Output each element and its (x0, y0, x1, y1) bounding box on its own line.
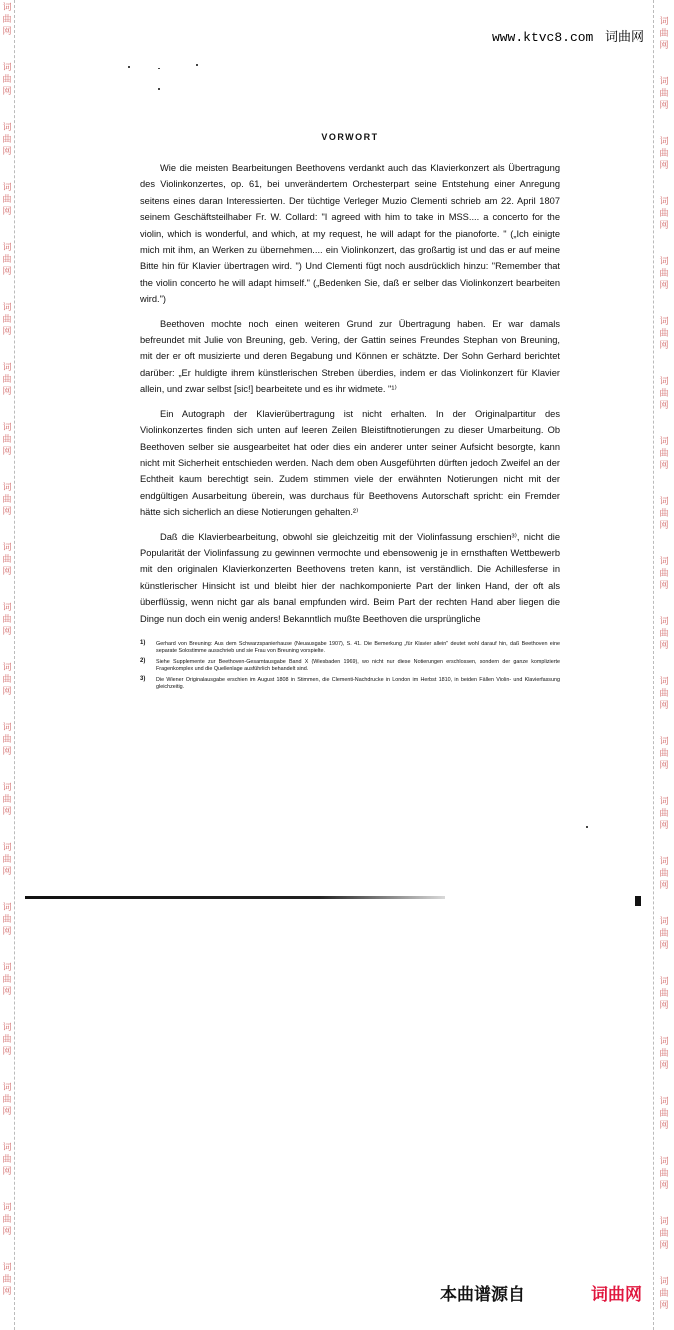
watermark-group (2, 1020, 11, 1080)
watermark-group (659, 480, 668, 540)
watermark-char: 词 (659, 977, 669, 987)
paragraph-1: Wie die meisten Bearbeitungen Beethovens verdankt auch das Klavierkonzert als Übertragung des Violinkonzertes, op. 61, bei unverändertem Orchesterpart seine Entstehung einer Anregung seitens eines daran Interessierten. Der tüchtige Verleger Muzio Clementi schrieb am 22. April 1807 seinem Geschäftsteilhaber Fr. W. Collard: "I agreed with him to take in MSS.... a concerto for the violin, which is wonderful, and which, at my request, he will adapt for the pianoforte. " („Ich einigte mich mit ihm, an Werken zu übernehmen.... ein Violinkonzert, das großartig ist und das er auf meine Bitte hin für Klavier übertragen wird. ") Und Clementi fügt noch ausdrücklich hinzu: "Remember that the violin concerto he will adapt himself." („Bedenken Sie, daß er selber das Violinkonzert bearbeiten wird.") (140, 163, 560, 305)
watermark-char: 网 (659, 761, 669, 771)
watermark-char: 网 (2, 507, 12, 517)
watermark-char: 词 (659, 1217, 669, 1227)
watermark-char: 网 (2, 27, 12, 37)
watermark-group (659, 660, 668, 720)
watermark-char: 曲 (659, 389, 669, 399)
footnote-number: 1) (140, 639, 146, 646)
watermark-char: 词 (2, 243, 12, 253)
watermark-char: 词 (659, 617, 669, 627)
watermark-char: 网 (2, 1047, 12, 1057)
watermark-group (2, 1260, 11, 1320)
footnote-text: Die Wiener Originalausgabe erschien im August 1808 in Stimmen, die Clementi-Nachdrucke in London im Herbst 1810, in beiden Fällen Violin- und Klavierfassung gleichzeitig. (156, 676, 560, 690)
watermark-group (2, 180, 11, 240)
watermark-group (2, 480, 11, 540)
watermark-char: 词 (659, 377, 669, 387)
watermark-char: 词 (2, 1083, 12, 1093)
watermark-char: 曲 (2, 135, 12, 145)
watermark-char: 词 (2, 1143, 12, 1153)
watermark-char: 网 (659, 161, 669, 171)
watermark-char: 网 (2, 267, 12, 277)
paragraph-3: Ein Autograph der Klavierübertragung ist nicht erhalten. In der Originalpartitur des Violinkonzertes finden sich unten auf leeren Zeilen Bleistiftnotierungen zu dieser Umarbeitung. Ob Beethoven selber sie ausgearbeitet hat oder dies ein anderer unter seiner Aufsicht besorgte, kann nicht mit Sicherheit entschieden werden. Nach dem oben Ausgeführten dürften jedoch Zweifel an der Echtheit kaum berechtigt sein. Zudem stimmen viele der erwähnten Notierungen nicht mit der endgültigen Ausarbeitung überein, was durchaus für Beethovens Autorschaft spricht: ein Fremder hätte sich sicherlich an diese Notierungen gehalten.²⁾ (140, 408, 560, 518)
watermark-char: 曲 (659, 809, 669, 819)
watermark-group (659, 300, 668, 360)
source-credit (440, 1280, 650, 1304)
scan-speck (586, 826, 588, 828)
credit-label: 本曲谱源自 (440, 1285, 525, 1305)
paragraph-2: Beethoven mochte noch einen weiteren Grund zur Übertragung haben. Er war damals befreundet mit Julie von Breuning, geb. Vering, der Gattin seines Freundes Stephan von Breuning, mit der er oft musizierte und deren Begabung und Können er schätzte. Der Sohn Gerhard berichtet darüber: „Er huldigte ihrem künstlerischen Streben überdies, indem er das Violinkonzert für Klavier allein, und zwar selbst [sic!] bearbeitete und es ihr widmete. "¹⁾ (140, 318, 560, 395)
watermark-char: 词 (659, 737, 669, 747)
watermark-char: 词 (2, 843, 12, 853)
site-header (492, 26, 644, 45)
watermark-char: 曲 (2, 15, 12, 25)
watermark-char: 曲 (659, 929, 669, 939)
watermark-group (659, 180, 668, 240)
watermark-char: 网 (2, 987, 12, 997)
watermark-char: 网 (659, 941, 669, 951)
footnote (140, 641, 560, 655)
watermark-char: 词 (659, 797, 669, 807)
watermark-char: 网 (659, 701, 669, 711)
paragraph-4: Daß die Klavierbearbeitung, obwohl sie gleichzeitig mit der Violinfassung erschien³⁾, nicht die Popularität der Violinfassung zu gewinnen vermochte und ebensowenig je in ernsthaften Wettbewerb mit den originalen Klavierkonzerten Beethovens treten kann, ist verständlich. Die Achillesferse in künstlerischer Hinsicht ist und bleibt hier der nachkomponierte Part der linken Hand, der oft als überflüssig, wenn nicht gar als banal empfunden wird. Beim Part der rechten Hand aber liegen die Dinge nun doch ein wenig anders! Bekanntlich mußte Beethoven die ursprüngliche (140, 531, 560, 624)
watermark-char: 网 (2, 627, 12, 637)
watermark-group (2, 780, 11, 840)
footnote-text: Gerhard von Breuning: Aus dem Schwarzspanierhause (Neuausgabe 1907), S. 41. Die Bemerkung „für Klavier allein" deutet wohl darauf hin, daß Beethoven eine separate Solostimme ausschrieb und sie Frau von Breuning vorspielte. (156, 640, 560, 654)
watermark-group (2, 420, 11, 480)
footnote-number: 2) (140, 657, 146, 664)
watermark-char: 网 (2, 447, 12, 457)
watermark-char: 词 (659, 1037, 669, 1047)
watermark-char: 曲 (659, 749, 669, 759)
watermark-char: 曲 (659, 209, 669, 219)
watermark-group (659, 1020, 668, 1080)
watermark-char: 词 (2, 3, 12, 13)
watermark-char: 网 (659, 41, 669, 51)
watermark-char: 网 (659, 1121, 669, 1131)
watermark-char: 词 (659, 557, 669, 567)
watermark-char: 曲 (2, 195, 12, 205)
watermark-char: 词 (2, 1263, 12, 1273)
footnote-number: 3) (140, 675, 146, 682)
watermark-group (659, 60, 668, 120)
right-watermark-strip (653, 0, 674, 1330)
watermark-char: 词 (659, 1277, 669, 1287)
watermark-char: 网 (659, 1001, 669, 1011)
watermark-char: 词 (659, 317, 669, 327)
watermark-char: 网 (659, 101, 669, 111)
watermark-group (2, 60, 11, 120)
watermark-char: 词 (2, 543, 12, 553)
watermark-char: 词 (659, 1157, 669, 1167)
watermark-char: 网 (2, 147, 12, 157)
watermark-group (659, 120, 668, 180)
footnote (140, 659, 560, 673)
scan-blob (635, 896, 641, 906)
scan-speck (128, 66, 130, 68)
watermark-char: 网 (2, 207, 12, 217)
watermark-char: 曲 (659, 689, 669, 699)
watermark-char: 网 (2, 927, 12, 937)
watermark-group (659, 1080, 668, 1140)
watermark-group (2, 1080, 11, 1140)
watermark-char: 曲 (2, 615, 12, 625)
watermark-char: 词 (2, 963, 12, 973)
watermark-char: 词 (659, 137, 669, 147)
watermark-char: 网 (659, 1061, 669, 1071)
watermark-group (659, 960, 668, 1020)
watermark-group (2, 120, 11, 180)
watermark-group (659, 0, 668, 60)
watermark-char: 曲 (659, 149, 669, 159)
watermark-char: 曲 (2, 75, 12, 85)
watermark-char: 词 (659, 257, 669, 267)
watermark-char: 网 (659, 221, 669, 231)
scan-speck (158, 88, 160, 90)
watermark-char: 曲 (659, 329, 669, 339)
watermark-char: 曲 (659, 869, 669, 879)
footnote (140, 677, 560, 691)
watermark-char: 曲 (2, 495, 12, 505)
watermark-char: 词 (2, 483, 12, 493)
credit-brand-link[interactable]: 词曲网 (591, 1285, 642, 1305)
watermark-group (659, 1200, 668, 1260)
watermark-group (2, 0, 11, 60)
watermark-char: 网 (659, 581, 669, 591)
watermark-char: 曲 (2, 1155, 12, 1165)
watermark-char: 曲 (2, 1035, 12, 1045)
watermark-char: 词 (659, 857, 669, 867)
watermark-char: 词 (2, 423, 12, 433)
watermark-char: 网 (659, 521, 669, 531)
watermark-char: 词 (2, 663, 12, 673)
watermark-group (659, 1140, 668, 1200)
watermark-char: 网 (659, 881, 669, 891)
watermark-group (659, 240, 668, 300)
watermark-group (659, 720, 668, 780)
watermark-char: 词 (659, 197, 669, 207)
watermark-char: 网 (2, 1167, 12, 1177)
watermark-char: 网 (2, 387, 12, 397)
watermark-char: 曲 (659, 989, 669, 999)
watermark-char: 曲 (2, 975, 12, 985)
watermark-group (2, 300, 11, 360)
watermark-char: 曲 (2, 795, 12, 805)
watermark-char: 网 (659, 1241, 669, 1251)
watermark-char: 词 (2, 723, 12, 733)
watermark-char: 曲 (2, 1095, 12, 1105)
watermark-char: 曲 (659, 1049, 669, 1059)
watermark-group (659, 360, 668, 420)
watermark-char: 曲 (659, 1169, 669, 1179)
watermark-char: 曲 (659, 89, 669, 99)
watermark-char: 网 (2, 1287, 12, 1297)
watermark-char: 曲 (2, 735, 12, 745)
watermark-char: 曲 (2, 555, 12, 565)
left-watermark-strip (0, 0, 15, 1330)
watermark-group (2, 660, 11, 720)
site-name[interactable]: 词曲网 (604, 29, 644, 44)
watermark-char: 网 (2, 1107, 12, 1117)
watermark-char: 曲 (2, 435, 12, 445)
watermark-char: 曲 (659, 569, 669, 579)
watermark-char: 网 (2, 807, 12, 817)
watermark-char: 网 (659, 1181, 669, 1191)
watermark-char: 网 (2, 567, 12, 577)
watermark-group (2, 360, 11, 420)
watermark-char: 词 (2, 123, 12, 133)
watermark-char: 曲 (659, 1229, 669, 1239)
watermark-group (2, 1200, 11, 1260)
watermark-group (2, 840, 11, 900)
watermark-char: 网 (659, 821, 669, 831)
watermark-char: 曲 (659, 29, 669, 39)
watermark-group (659, 540, 668, 600)
watermark-char: 词 (2, 903, 12, 913)
watermark-group (659, 420, 668, 480)
watermark-char: 词 (659, 677, 669, 687)
watermark-group (2, 540, 11, 600)
scan-edge-line (25, 896, 445, 899)
scan-speck (196, 64, 198, 66)
watermark-char: 曲 (2, 855, 12, 865)
watermark-char: 网 (2, 687, 12, 697)
watermark-char: 网 (2, 1227, 12, 1237)
watermark-group (659, 840, 668, 900)
scan-speck (158, 68, 160, 69)
footnotes (140, 641, 560, 691)
watermark-char: 词 (659, 437, 669, 447)
watermark-group (2, 960, 11, 1020)
watermark-group (2, 720, 11, 780)
watermark-char: 网 (2, 747, 12, 757)
watermark-char: 曲 (2, 675, 12, 685)
document-page (140, 120, 560, 695)
watermark-char: 词 (2, 1203, 12, 1213)
watermark-group (659, 1260, 668, 1320)
watermark-char: 曲 (659, 449, 669, 459)
watermark-group (659, 600, 668, 660)
watermark-char: 网 (659, 341, 669, 351)
watermark-char: 网 (659, 1301, 669, 1311)
site-url[interactable]: www.ktvc8.com (491, 30, 594, 45)
watermark-char: 词 (2, 183, 12, 193)
watermark-char: 词 (2, 1023, 12, 1033)
watermark-char: 曲 (659, 1109, 669, 1119)
watermark-group (2, 1140, 11, 1200)
watermark-char: 网 (2, 327, 12, 337)
watermark-char: 词 (659, 1097, 669, 1107)
watermark-char: 网 (659, 641, 669, 651)
footnote-text: Siehe Supplemente zur Beethoven-Gesamtausgabe Band X (Wiesbaden 1969), wo nicht nur diese Notierungen erschlossen, sondern der ganze komplizierte Fragenkomplex und die Quellenlage ausführlich behandelt sind. (156, 658, 560, 672)
watermark-char: 词 (2, 363, 12, 373)
watermark-char: 曲 (2, 1275, 12, 1285)
watermark-char: 词 (2, 783, 12, 793)
watermark-group (659, 780, 668, 840)
watermark-char: 网 (2, 87, 12, 97)
watermark-char: 词 (659, 17, 669, 27)
watermark-char: 词 (659, 917, 669, 927)
watermark-char: 曲 (659, 629, 669, 639)
watermark-char: 词 (659, 497, 669, 507)
watermark-char: 网 (659, 401, 669, 411)
watermark-char: 曲 (2, 1215, 12, 1225)
watermark-char: 曲 (659, 509, 669, 519)
watermark-group (2, 900, 11, 960)
watermark-group (659, 900, 668, 960)
watermark-char: 曲 (659, 269, 669, 279)
watermark-char: 曲 (2, 315, 12, 325)
page-title: VORWORT (321, 132, 379, 142)
watermark-char: 词 (659, 77, 669, 87)
watermark-char: 曲 (659, 1289, 669, 1299)
watermark-char: 词 (2, 303, 12, 313)
watermark-char: 曲 (2, 915, 12, 925)
watermark-char: 词 (2, 603, 12, 613)
watermark-char: 网 (659, 281, 669, 291)
watermark-char: 网 (2, 867, 12, 877)
watermark-char: 曲 (2, 255, 12, 265)
watermark-char: 词 (2, 63, 12, 73)
watermark-group (2, 600, 11, 660)
watermark-group (2, 240, 11, 300)
watermark-char: 曲 (2, 375, 12, 385)
watermark-char: 网 (659, 461, 669, 471)
